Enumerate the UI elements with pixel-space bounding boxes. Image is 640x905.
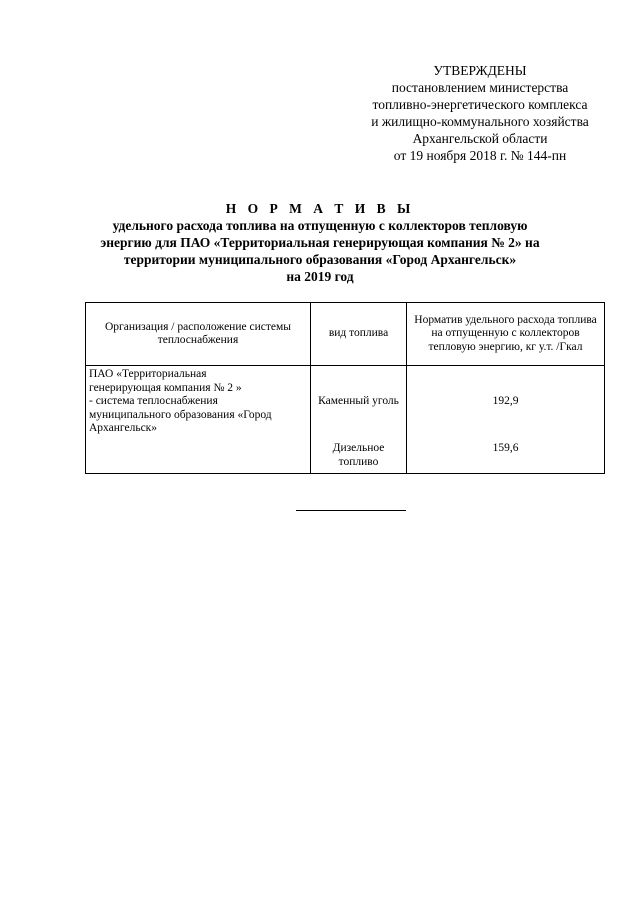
norm-value-coal: 192,9 — [492, 395, 519, 407]
table-row — [86, 366, 605, 474]
approval-line: и жилищно-коммунального хозяйства — [371, 114, 589, 129]
approval-line: постановлением министерства — [391, 80, 569, 95]
header-norm: Норматив удельного расхода топлива на отпущенную с коллекторов тепловую энергию, кг у.т. /Гкал — [407, 303, 605, 366]
organization-line: Архангельск» — [89, 422, 158, 434]
approval-line: Архангельской области — [412, 131, 548, 146]
approval-block — [340, 62, 620, 164]
organization-cell — [86, 366, 311, 474]
document-title — [70, 200, 570, 285]
fuel-diesel: Дизельное топливо — [332, 442, 385, 468]
approval-title: УТВЕРЖДЕНЫ — [433, 63, 527, 78]
fuel-cell — [311, 366, 407, 474]
norms-table — [85, 302, 605, 474]
approval-line: топливно-энергетического комплекса — [372, 97, 588, 112]
header-fuel-type: вид топлива — [311, 303, 407, 366]
title-line: территории муниципального образования «Город Архангельск» — [123, 252, 517, 267]
organization-line: ПАО «Территориальная — [89, 368, 207, 380]
title-year: на 2019 год — [286, 269, 354, 284]
header-organization: Организация / расположение системы теплоснабжения — [86, 303, 311, 366]
title-line: энергию для ПАО «Территориальная генерирующая компания № 2» на — [100, 235, 540, 250]
norm-value-cell — [407, 366, 605, 474]
title-line: удельного расхода топлива на отпущенную с коллекторов тепловую — [112, 218, 528, 233]
closing-divider — [296, 510, 406, 511]
fuel-coal: Каменный уголь — [318, 395, 399, 407]
title-heading: Н О Р М А Т И В Ы — [225, 201, 415, 216]
norm-value-diesel: 159,6 — [492, 442, 519, 454]
organization-line: - система теплоснабжения — [89, 395, 218, 407]
table-header-row — [86, 303, 605, 366]
organization-line: генерирующая компания № 2 » — [89, 381, 242, 394]
organization-line: муниципального образования «Город — [89, 408, 272, 421]
approval-date-line: от 19 ноября 2018 г. № 144-пн — [393, 148, 567, 163]
